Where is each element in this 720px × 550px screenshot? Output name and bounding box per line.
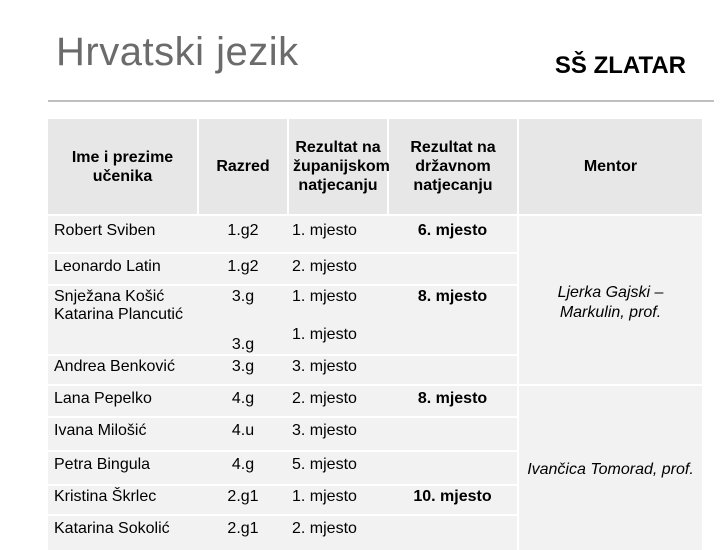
state-result <box>388 253 518 285</box>
state-result: 8. mjesto <box>388 285 518 355</box>
title-divider <box>48 100 714 102</box>
student-class: 3.g <box>198 355 288 385</box>
student-class: 4.u <box>198 417 288 451</box>
header-mentor: Mentor <box>518 119 702 215</box>
student-class: 4.g <box>198 385 288 417</box>
county-result: 5. mjesto <box>288 451 388 485</box>
student-class-cell <box>198 285 288 355</box>
student-class: 2.g1 <box>198 515 288 550</box>
table-row <box>48 215 702 253</box>
student-name: Andrea Benković <box>48 355 198 385</box>
state-result <box>388 355 518 385</box>
mentor-name: Ljerka Gajski – Markulin, prof. <box>557 284 664 321</box>
county-result: 2. mjesto <box>288 515 388 550</box>
student-class: 1.g2 <box>198 253 288 285</box>
table-row <box>48 385 702 417</box>
student-class: 4.g <box>198 451 288 485</box>
state-result <box>388 515 518 550</box>
results-table <box>48 119 702 550</box>
student-name: Kristina Škrlec <box>48 485 198 515</box>
county-result-cell <box>288 285 388 355</box>
state-result: 10. mjesto <box>388 485 518 515</box>
header-county-result: Rezultat na županijskom natjecanju <box>288 119 388 215</box>
county-result: 1. mjesto <box>292 288 357 305</box>
county-result: 3. mjesto <box>288 417 388 451</box>
mentor-name: Ivančica Tomorad, prof. <box>527 461 694 478</box>
county-result: 2. mjesto <box>288 385 388 417</box>
student-name: Snježana Košić Katarina Plancutić <box>48 285 198 355</box>
student-class: 3.g <box>231 336 255 353</box>
student-name: Leonardo Latin <box>48 253 198 285</box>
mentor-cell <box>518 385 702 550</box>
student-name: Katarina Sokolić <box>48 515 198 550</box>
student-name: Lana Pepelko <box>48 385 198 417</box>
state-result <box>388 451 518 485</box>
student-name: Petra Bingula <box>48 451 198 485</box>
county-result: 3. mjesto <box>288 355 388 385</box>
county-result: 1. mjesto <box>288 215 388 253</box>
slide-title: Hrvatski jezik <box>56 30 299 74</box>
table-header <box>48 119 702 215</box>
county-result: 2. mjesto <box>288 253 388 285</box>
state-result: 8. mjesto <box>388 385 518 417</box>
state-result: 6. mjesto <box>388 215 518 253</box>
state-result <box>388 417 518 451</box>
student-name: Ivana Milošić <box>48 417 198 451</box>
student-class: 2.g1 <box>198 485 288 515</box>
header-state-result: Rezultat na državnom natjecanju <box>388 119 518 215</box>
county-result: 1. mjesto <box>292 326 357 343</box>
header-student-name: Ime i prezime učenika <box>48 119 198 215</box>
student-class: 3.g <box>231 288 255 305</box>
header-class: Razred <box>198 119 288 215</box>
county-result: 1. mjesto <box>288 485 388 515</box>
mentor-cell <box>518 215 702 385</box>
student-name: Robert Sviben <box>48 215 198 253</box>
school-name: SŠ ZLATAR <box>554 52 686 79</box>
student-class: 1.g2 <box>198 215 288 253</box>
